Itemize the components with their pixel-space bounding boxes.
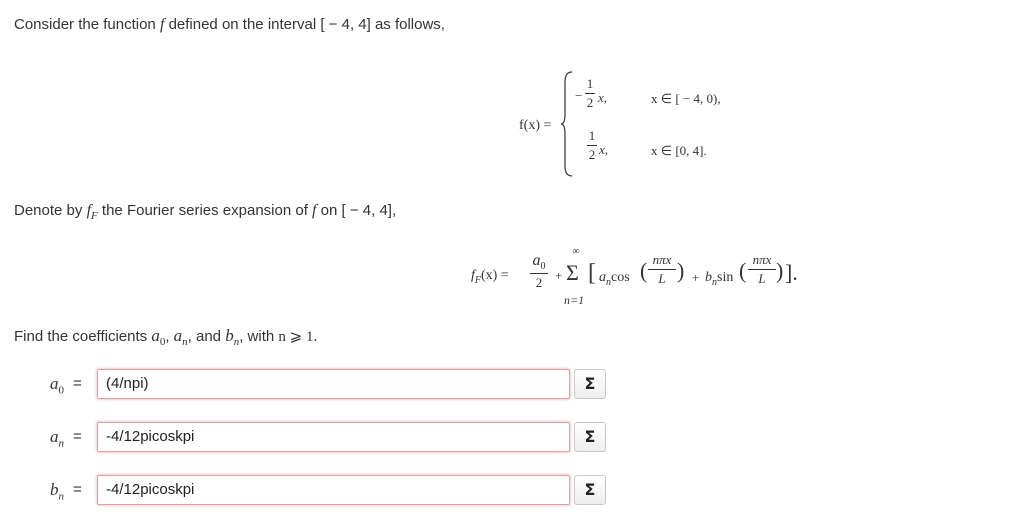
find-bn: b <box>225 326 234 345</box>
denote-text-part3: on [ − 4, 4], <box>320 202 397 219</box>
denote-fF <box>86 202 98 223</box>
case1-condition: x ∈ [ − 4, 0), <box>651 91 721 106</box>
find-a0-sub: 0 <box>159 336 166 348</box>
find-an: a <box>173 326 183 345</box>
find-bn-sub: n <box>233 336 240 348</box>
series-sin-arg-bar <box>748 269 776 270</box>
intro-text <box>14 16 445 34</box>
piecewise-lhs: f(x) = <box>519 118 552 133</box>
series-sin-arg-den: L <box>758 271 766 286</box>
case1-variable: x, <box>598 90 608 105</box>
series-lhs-f: f <box>471 268 475 283</box>
find-sep1: , <box>165 328 170 345</box>
find-an-sub: n <box>182 336 188 348</box>
denote-text <box>14 202 396 222</box>
answer-a0-equals: = <box>73 375 82 392</box>
series-a0-fraction <box>528 252 550 291</box>
case2-variable: x, <box>599 142 609 157</box>
an-sigma-button[interactable]: Σ <box>574 422 606 452</box>
series-cos-rparen: ) <box>677 258 685 283</box>
find-a0: a <box>151 326 160 345</box>
answer-bn-equals: = <box>73 481 82 498</box>
answer-an-label <box>50 427 64 449</box>
intro-text-part2: defined on the interval [ − 4, 4] as follows, <box>168 16 445 33</box>
bn-sigma-button[interactable]: Σ <box>574 475 606 505</box>
denote-text-part1: Denote by <box>14 202 83 219</box>
denote-fF-symbol: f <box>86 202 92 219</box>
series-bn: b <box>705 270 712 285</box>
case1-fraction-bar <box>585 93 595 94</box>
series-an-cos <box>599 270 630 288</box>
series-right-bracket: ]. <box>785 260 798 285</box>
series-cos-arg-den: L <box>658 271 666 286</box>
series-sin-arg-num: nπx <box>752 252 772 267</box>
answer-a0-label-letter: a <box>50 374 59 393</box>
case2-fraction <box>587 128 597 163</box>
find-text-part2: , with <box>239 328 275 345</box>
answer-a0-label-sub: 0 <box>58 384 64 397</box>
case1-fraction <box>585 76 595 111</box>
series-a0-sub: 0 <box>540 261 546 273</box>
case2-denominator: 2 <box>588 147 596 162</box>
case2-fraction-bar <box>587 145 597 146</box>
an-answer-input[interactable]: -4/12picoskpi <box>97 422 570 452</box>
answer-a0-label <box>50 374 64 396</box>
series-an-sub: n <box>606 276 611 288</box>
bn-answer-input[interactable]: -4/12picoskpi <box>97 475 570 505</box>
series-lhs <box>471 268 509 286</box>
answer-bn-label-letter: b <box>50 480 59 499</box>
series-sin-lparen: ( <box>739 258 747 283</box>
case1-sign: − <box>575 88 583 103</box>
answer-an-label-sub: n <box>58 437 64 450</box>
series-plus1: + <box>555 268 563 283</box>
series-cos-arg-bar <box>648 269 676 270</box>
series-an: a <box>599 270 606 285</box>
answer-bn-label-sub: n <box>58 490 64 503</box>
a0-sigma-button[interactable]: Σ <box>574 369 606 399</box>
case1-numerator: 1 <box>586 76 594 91</box>
series-bn-sin <box>705 270 733 288</box>
series-cos: cos <box>611 270 630 285</box>
series-sum-bottom: n=1 <box>564 293 585 307</box>
series-plus2: + <box>692 270 700 285</box>
intro-function-symbol: f <box>159 16 165 33</box>
denote-text-part2: the Fourier series expansion of <box>101 202 308 219</box>
series-a0: a <box>532 252 541 269</box>
series-cos-arg-num: nπx <box>652 252 672 267</box>
series-a0-den: 2 <box>535 275 543 291</box>
series-sin: sin <box>717 270 734 285</box>
series-cos-lparen: ( <box>640 258 648 283</box>
answer-an-label-letter: a <box>50 427 59 446</box>
find-text-part1: Find the coefficients <box>14 328 148 345</box>
answer-bn-label <box>50 480 64 502</box>
series-sum-top: ∞ <box>572 246 580 257</box>
case2-condition: x ∈ [0, 4]. <box>651 143 707 158</box>
series-sin-arg <box>748 252 776 287</box>
find-text <box>14 326 317 348</box>
answer-an-equals: = <box>73 428 82 445</box>
series-sum-symbol: Σ <box>566 260 579 285</box>
series-cos-arg <box>648 252 676 287</box>
piecewise-brace <box>560 70 574 178</box>
series-sin-rparen: ) <box>776 258 784 283</box>
find-sep2: , and <box>187 328 222 345</box>
series-a0-bar <box>530 273 548 274</box>
denote-fF-subscript: F <box>91 210 98 223</box>
denote-f-symbol: f <box>312 202 317 219</box>
series-left-bracket: [ <box>588 260 596 286</box>
case2-numerator: 1 <box>588 128 596 143</box>
series-lhs-rest: (x) = <box>481 268 509 283</box>
case1-denominator: 2 <box>586 95 594 110</box>
a0-answer-input[interactable]: (4/npi) <box>97 369 570 399</box>
intro-text-part1: Consider the function <box>14 16 156 33</box>
find-condition: n ⩾ 1. <box>278 329 318 345</box>
series-lhs-sub: F <box>474 274 481 286</box>
series-bn-sub: n <box>712 276 717 288</box>
